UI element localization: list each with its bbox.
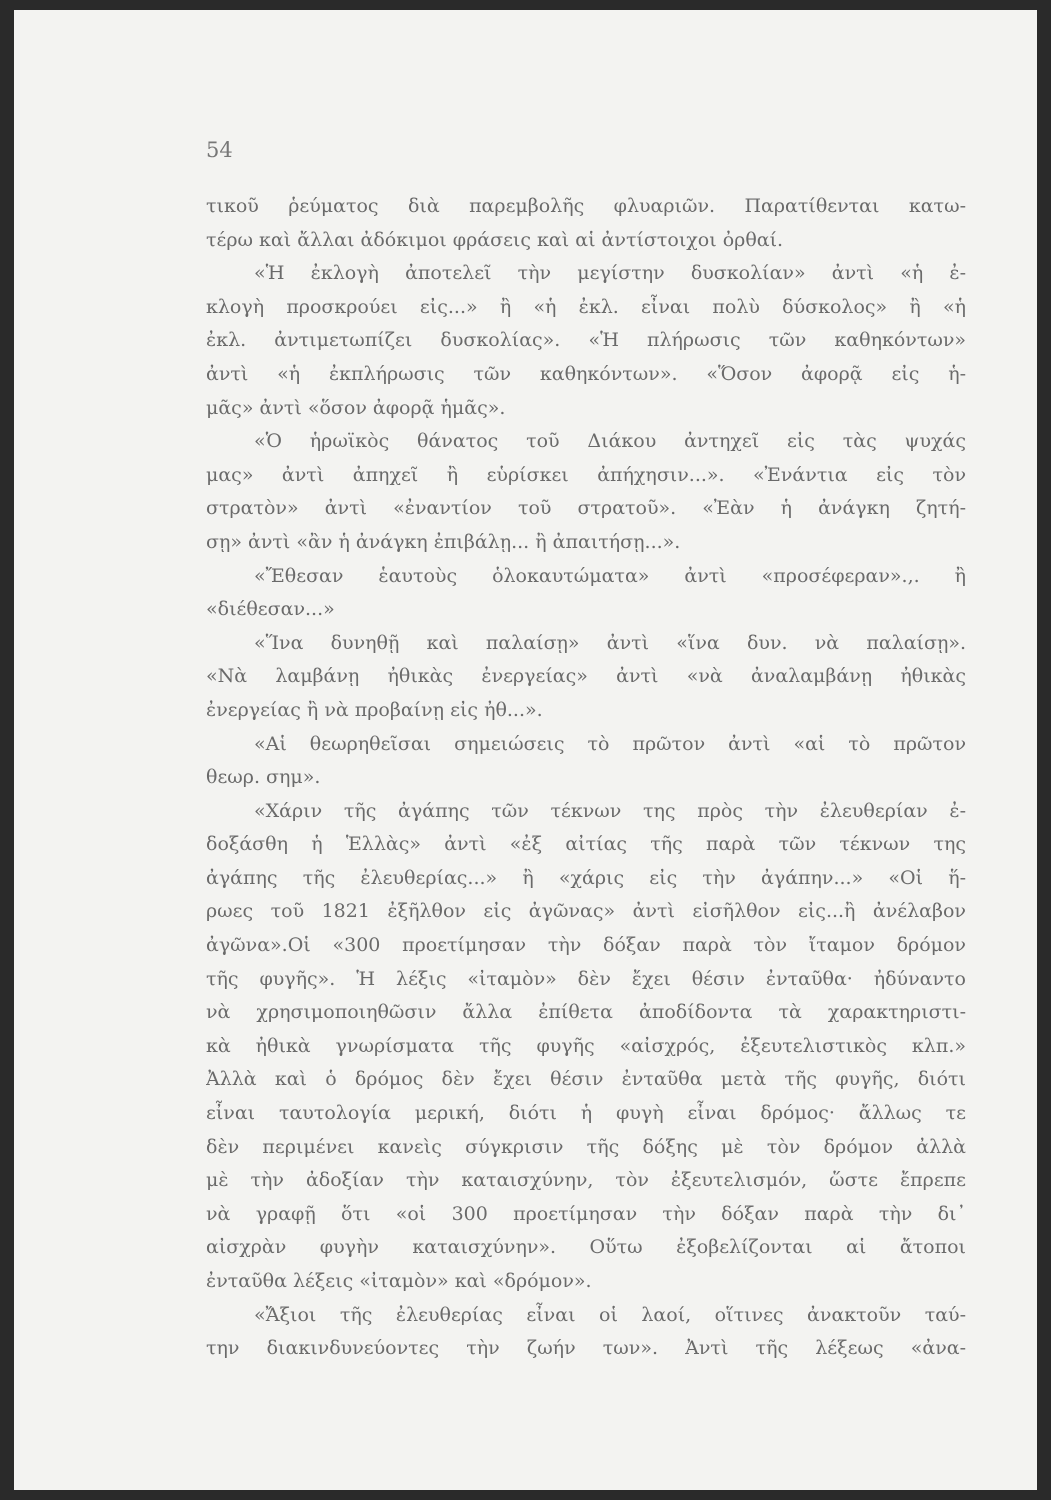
text-line: στρατὸν» ἀντὶ «ἐναντίον τοῦ στρατοῦ». «Ἐὰν ἡ ἀνάγκη ζητή- xyxy=(206,497,966,520)
text-line: ἀγῶνα».Οἱ «300 προετίμησαν τὴν δόξαν παρὰ τὸν ἴταμον δρόμον xyxy=(206,934,966,957)
text-line: σῃ» ἀντὶ «ἂν ἡ ἀνάγκη ἐπιβάλῃ... ἢ ἀπαιτήσῃ...». xyxy=(206,530,681,553)
body-text xyxy=(206,190,966,1366)
text-line: δὲν περιμένει κανεὶς σύγκρισιν τῆς δόξης μὲ τὸν δρόμον ἀλλὰ xyxy=(206,1135,966,1158)
text-line: την διακινδυνεύοντες τὴν ζωήν των». Ἀντὶ τῆς λέξεως «ἀνα- xyxy=(206,1337,966,1360)
book-page xyxy=(14,10,1037,1490)
text-line: «Χάριν τῆς ἀγάπης τῶν τέκνων της πρὸς τὴν ἐλευθερίαν ἐ- xyxy=(254,799,966,822)
text-line: μὲ τὴν ἀδοξίαν τὴν καταισχύνην, τὸν ἐξευτελισμόν, ὥστε ἔπρεπε xyxy=(206,1169,966,1192)
text-line: ἐκλ. ἀντιμετωπίζει δυσκολίας». «Ἡ πλήρωσις τῶν καθηκόντων» xyxy=(206,329,966,352)
text-line: εἶναι ταυτολογία μερική, διότι ἡ φυγὴ εἶναι δρόμος· ἄλλως τε xyxy=(206,1102,966,1125)
text-line: ἐνεργείας ἢ νὰ προβαίνῃ εἰς ἠθ...». xyxy=(206,698,543,721)
text-line: μᾶς» ἀντὶ «ὅσον ἀφορᾷ ἡμᾶς». xyxy=(206,396,506,419)
text-line: «Ἄξιοι τῆς ἐλευθερίας εἶναι οἱ λαοί, οἵτινες ἀνακτοῦν ταύ- xyxy=(254,1303,966,1326)
text-line: θεωρ. σημ». xyxy=(206,766,321,789)
text-line: «Νὰ λαμβάνῃ ἠθικὰς ἐνεργείας» ἀντὶ «νὰ ἀναλαμβάνῃ ἠθικὰς xyxy=(206,665,966,688)
text-line: ρωες τοῦ 1821 ἐξῆλθον εἰς ἀγῶνας» ἀντὶ εἰσῆλθον εἰς...ἢ ἀνέλαβον xyxy=(206,900,966,923)
text-line: «Ὁ ἡρωϊκὸς θάνατος τοῦ Διάκου ἀντηχεῖ εἰς τὰς ψυχάς xyxy=(254,430,966,453)
text-line: κλογὴ προσκρούει εἰς...» ἢ «ἡ ἐκλ. εἶναι πολὺ δύσκολος» ἢ «ἡ xyxy=(206,295,966,318)
text-line: νὰ χρησιμοποιηθῶσιν ἄλλα ἐπίθετα ἀποδίδοντα τὰ χαρακτηριστι- xyxy=(206,1001,966,1024)
text-line: «Ἡ ἐκλογὴ ἀποτελεῖ τὴν μεγίστην δυσκολίαν» ἀντὶ «ἡ ἐ- xyxy=(254,262,966,285)
text-line: κὰ ἠθικὰ γνωρίσματα τῆς φυγῆς «αἰσχρός, ἐξευτελιστικὸς κλπ.» xyxy=(206,1034,966,1057)
text-line: νὰ γραφῇ ὅτι «οἱ 300 προετίμησαν τὴν δόξαν παρὰ τὴν δι᾿ xyxy=(206,1202,966,1225)
text-line: «Αἱ θεωρηθεῖσαι σημειώσεις τὸ πρῶτον ἀντὶ «αἱ τὸ πρῶτον xyxy=(254,732,966,755)
text-line: «Ἵνα δυνηθῇ καὶ παλαίσῃ» ἀντὶ «ἵνα δυν. νὰ παλαίσῃ». xyxy=(254,631,966,654)
text-line: τικοῦ ῥεύματος διὰ παρεμβολῆς φλυαριῶν. Παρατίθενται κατω- xyxy=(206,195,966,217)
text-line: ἐνταῦθα λέξεις «ἰταμὸν» καὶ «δρόμον». xyxy=(206,1270,592,1292)
text-line: τέρω καὶ ἄλλαι ἀδόκιμοι φράσεις καὶ αἱ ἀντίστοιχοι ὀρθαί. xyxy=(206,228,784,251)
text-line: ἀντὶ «ἡ ἐκπλήρωσις τῶν καθηκόντων». «Ὅσον ἀφορᾷ εἰς ἡ- xyxy=(206,362,966,385)
text-line: δοξάσθη ἡ Ἑλλὰς» ἀντὶ «ἐξ αἰτίας τῆς παρὰ τῶν τέκνων της xyxy=(206,833,966,856)
text-line: ἀγάπης τῆς ἐλευθερίας...» ἢ «χάρις εἰς τὴν ἀγάπην...» «Οἱ ἥ- xyxy=(206,866,966,889)
page-number: 54 xyxy=(206,138,233,162)
text-line: μας» ἀντὶ ἀπηχεῖ ἢ εὑρίσκει ἀπήχησιν...». «Ἐνάντια εἰς τὸν xyxy=(206,463,966,486)
text-line: Ἀλλὰ καὶ ὁ δρόμος δὲν ἔχει θέσιν ἐνταῦθα μετὰ τῆς φυγῆς, διότι xyxy=(206,1068,966,1091)
text-line: αἰσχρὰν φυγὴν καταισχύνην». Οὕτω ἐξοβελίζονται αἱ ἄτοποι xyxy=(206,1236,966,1259)
text-line: «διέθεσαν...» xyxy=(206,598,335,621)
text-line: τῆς φυγῆς». Ἡ λέξις «ἰταμὸν» δὲν ἔχει θέσιν ἐνταῦθα· ἠδύναντο xyxy=(206,967,966,990)
text-line: «Ἔθεσαν ἑαυτοὺς ὁλοκαυτώματα» ἀντὶ «προσέφεραν».,. ἢ xyxy=(254,564,966,587)
